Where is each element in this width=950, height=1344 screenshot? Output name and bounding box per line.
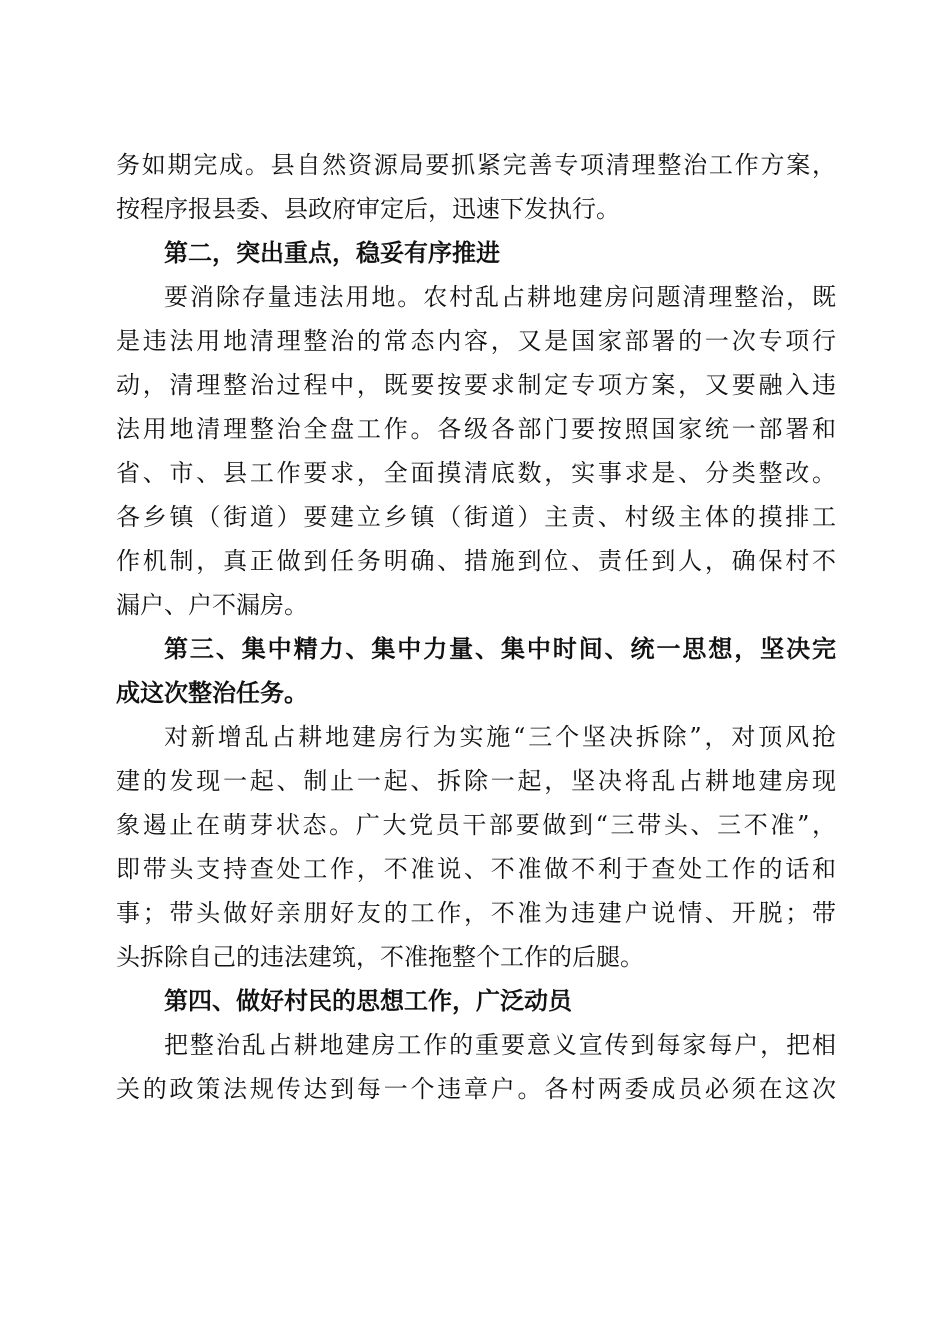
heading-line: 第四、做好村民的思想工作，广泛动员 bbox=[164, 986, 572, 1015]
heading-line: 第三、集中精力、集中力量、集中时间、统一思想，坚决完 bbox=[164, 634, 836, 663]
text-line: 事；带头做好亲朋好友的工作，不准为违建户说情、开脱；带 bbox=[116, 899, 836, 927]
text-line: 要消除存量违法用地。农村乱占耕地建房问题清理整治，既 bbox=[164, 283, 836, 311]
text-line: 头拆除自己的违法建筑，不准拖整个工作的后腿。 bbox=[116, 943, 644, 971]
paragraph bbox=[116, 143, 836, 231]
heading-line: 成这次整治任务。 bbox=[116, 678, 308, 707]
text-line: 把整治乱占耕地建房工作的重要意义宣传到每家每户，把相 bbox=[164, 1031, 836, 1059]
text-line: 是违法用地清理整治的常态内容，又是国家部署的一次专项行 bbox=[116, 327, 836, 355]
section-heading bbox=[116, 627, 836, 715]
text-line: 动，清理整治过程中，既要按要求制定专项方案，又要融入违 bbox=[116, 371, 836, 399]
text-line: 即带头支持查处工作，不准说、不准做不利于查处工作的话和 bbox=[116, 855, 836, 883]
text-line: 漏户、户不漏房。 bbox=[116, 591, 308, 619]
text-line: 建的发现一起、制止一起、拆除一起，坚决将乱占耕地建房现 bbox=[116, 767, 836, 795]
text-line: 按程序报县委、县政府审定后，迅速下发执行。 bbox=[116, 195, 620, 223]
text-line: 关的政策法规传达到每一个违章户。各村两委成员必须在这次 bbox=[116, 1075, 836, 1103]
paragraph bbox=[116, 715, 836, 979]
text-line: 象遏止在萌芽状态。广大党员干部要做到“三带头、三不准”， bbox=[116, 811, 836, 839]
paragraph bbox=[116, 1023, 836, 1111]
paragraph bbox=[116, 275, 836, 627]
text-line: 省、市、县工作要求，全面摸清底数，实事求是、分类整改。 bbox=[116, 459, 836, 487]
text-line: 法用地清理整治全盘工作。各级各部门要按照国家统一部署和 bbox=[116, 415, 836, 443]
text-line: 各乡镇（街道）要建立乡镇（街道）主责、村级主体的摸排工 bbox=[116, 503, 836, 531]
text-line: 作机制，真正做到任务明确、措施到位、责任到人，确保村不 bbox=[116, 547, 836, 575]
heading-line: 第二，突出重点，稳妥有序推进 bbox=[164, 238, 500, 267]
text-line: 对新增乱占耕地建房行为实施“三个坚决拆除”，对顶风抢 bbox=[164, 723, 836, 751]
section-heading bbox=[116, 979, 836, 1023]
document-body bbox=[116, 143, 836, 1111]
text-line: 务如期完成。县自然资源局要抓紧完善专项清理整治工作方案， bbox=[116, 151, 836, 179]
section-heading bbox=[116, 231, 836, 275]
